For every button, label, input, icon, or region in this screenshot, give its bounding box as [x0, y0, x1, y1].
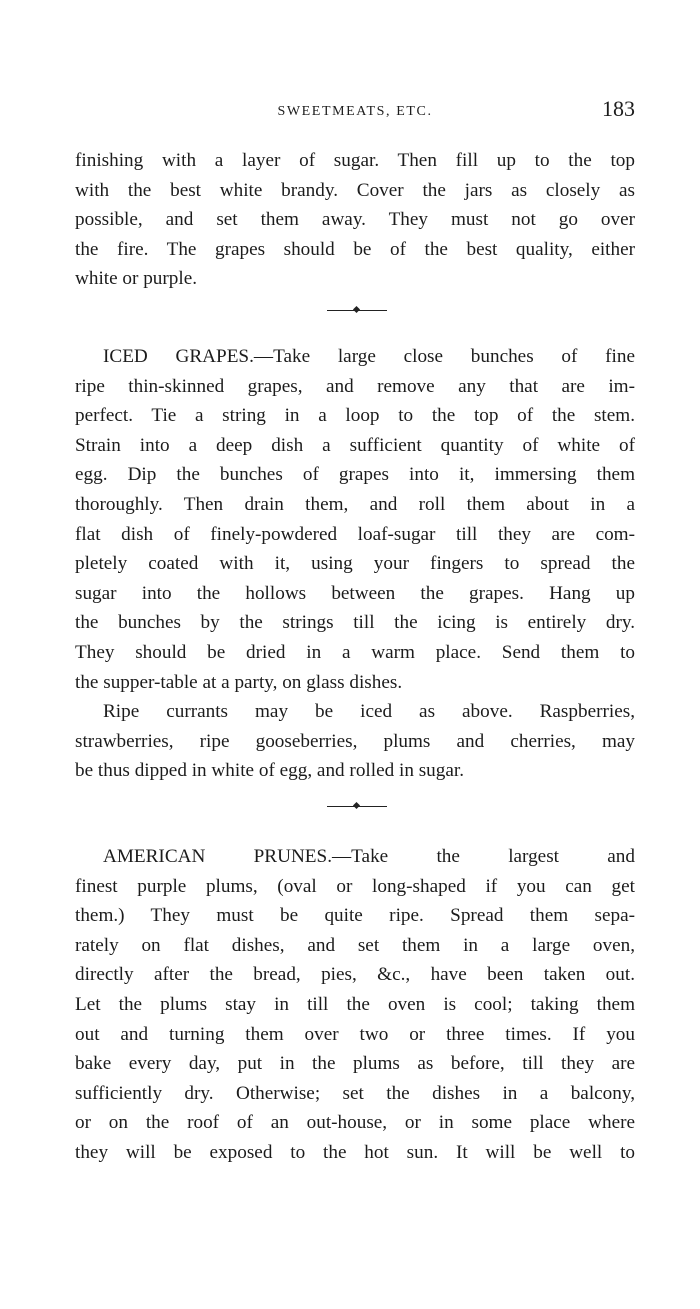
text-line: directly after the bread, pies, &c., have been taken out.: [75, 964, 635, 986]
text-line: finest purple plums, (oval or long-shaped if you can get: [75, 875, 635, 897]
text-line: ICED GRAPES.—Take large close bunches of fine: [103, 346, 635, 367]
text-line: possible, and set them away. They must not go over: [75, 209, 635, 231]
text-line: they will be exposed to the hot sun. It will be well to: [75, 1141, 635, 1163]
text-line: bake every day, put in the plums as before, till they are: [75, 1053, 635, 1075]
text-line: ripe thin-skinned grapes, and remove any that are im-: [75, 375, 635, 397]
text-line: sugar into the hollows between the grapes. Hang up: [75, 582, 635, 604]
running-title: SWEETMEATS, ETC.: [277, 104, 433, 119]
diamond-ornament-icon: [353, 802, 360, 809]
text-line: strawberries, ripe gooseberries, plums and cherries, may: [75, 730, 635, 752]
text-line: thoroughly. Then drain them, and roll them about in a: [75, 493, 635, 515]
text-line: them.) They must be quite ripe. Spread them sepa-: [75, 905, 635, 927]
text-line: pletely coated with it, using your fingers to spread the: [75, 553, 635, 575]
text-line: out and turning them over two or three times. If you: [75, 1023, 635, 1045]
text-line: Let the plums stay in till the oven is cool; taking them: [75, 993, 635, 1015]
text-line: the supper-table at a party, on glass dishes.: [75, 671, 403, 693]
text-line: AMERICAN PRUNES.—Take the largest and: [103, 846, 635, 867]
text-line: Ripe currants may be iced as above. Raspberries,: [103, 701, 635, 723]
text-line: sufficiently dry. Otherwise; set the dishes in a balcony,: [75, 1082, 635, 1104]
text-line: be thus dipped in white of egg, and rolled in sugar.: [75, 760, 465, 782]
text-line: flat dish of finely-powdered loaf-sugar till they are com-: [75, 523, 635, 545]
recipe-iced-grapes: [75, 342, 635, 786]
text-line: the bunches by the strings till the icing is entirely dry.: [75, 612, 635, 634]
section-divider: [327, 306, 387, 314]
text-line: or on the roof of an out-house, or in some place where: [75, 1112, 635, 1134]
recipe-american-prunes: [75, 842, 635, 1168]
text-line: rately on flat dishes, and set them in a large oven,: [75, 934, 635, 956]
diamond-ornament-icon: [353, 306, 360, 313]
running-head: [75, 94, 635, 128]
page-number: 183: [602, 96, 635, 121]
text-line: finishing with a layer of sugar. Then fill up to the top: [75, 150, 635, 171]
continuation-paragraph: [75, 146, 635, 294]
text-line: with the best white brandy. Cover the jars as closely as: [75, 179, 635, 201]
section-divider: [327, 802, 387, 810]
text-line: white or purple.: [75, 268, 198, 290]
text-line: egg. Dip the bunches of grapes into it, immersing them: [75, 464, 635, 486]
text-line: They should be dried in a warm place. Send them to: [75, 641, 635, 663]
text-line: perfect. Tie a string in a loop to the top of the stem.: [75, 405, 635, 427]
text-line: Strain into a deep dish a sufficient quantity of white of: [75, 434, 635, 456]
text-line: the fire. The grapes should be of the best quality, either: [75, 238, 635, 260]
